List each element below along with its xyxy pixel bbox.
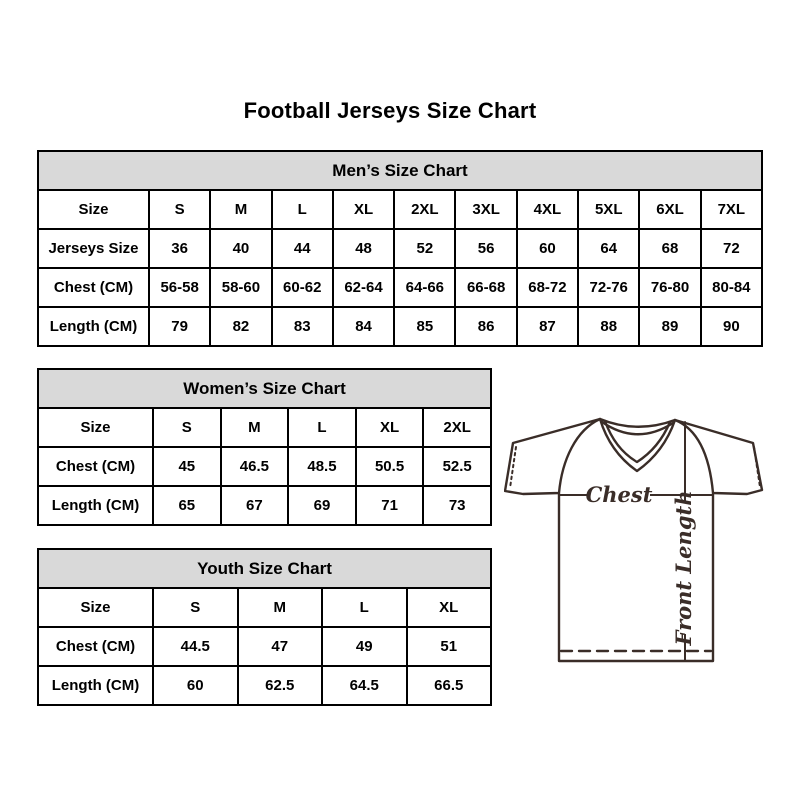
- table-cell: 64-66: [394, 268, 455, 307]
- table-cell: 3XL: [455, 190, 516, 229]
- table-row: [38, 486, 491, 525]
- front-length-label: Front Length: [671, 490, 696, 646]
- table-cell: 56-58: [149, 268, 210, 307]
- table-cell: 6XL: [639, 190, 700, 229]
- table-cell: S: [153, 408, 221, 447]
- table-cell: 36: [149, 229, 210, 268]
- table-cell: 85: [394, 307, 455, 346]
- table-cell: 48: [333, 229, 394, 268]
- table-cell: S: [153, 588, 238, 627]
- table-cell: L: [288, 408, 356, 447]
- row-label-cell: Jerseys Size: [38, 229, 149, 268]
- table-cell: 84: [333, 307, 394, 346]
- table-cell: 40: [210, 229, 271, 268]
- table-cell: 4XL: [517, 190, 578, 229]
- table-cell: 47: [238, 627, 323, 666]
- table-cell: 67: [221, 486, 289, 525]
- table-section-header-row: [38, 549, 491, 588]
- table-cell: 2XL: [394, 190, 455, 229]
- table-cell: 7XL: [701, 190, 762, 229]
- table-cell: 64.5: [322, 666, 407, 705]
- row-label-cell: Size: [38, 588, 153, 627]
- table-cell: 66-68: [455, 268, 516, 307]
- table-row: [38, 408, 491, 447]
- table-cell: 69: [288, 486, 356, 525]
- youth-table-title: Youth Size Chart: [38, 549, 491, 588]
- table-cell: L: [322, 588, 407, 627]
- table-cell: 60: [153, 666, 238, 705]
- table-cell: L: [272, 190, 333, 229]
- table-cell: 76-80: [639, 268, 700, 307]
- table-cell: 49: [322, 627, 407, 666]
- table-cell: 71: [356, 486, 424, 525]
- table-cell: 48.5: [288, 447, 356, 486]
- row-label-cell: Chest (CM): [38, 627, 153, 666]
- table-cell: 79: [149, 307, 210, 346]
- table-section-header-row: [38, 369, 491, 408]
- table-cell: 52: [394, 229, 455, 268]
- table-cell: 45: [153, 447, 221, 486]
- table-cell: S: [149, 190, 210, 229]
- table-cell: XL: [407, 588, 492, 627]
- table-cell: 83: [272, 307, 333, 346]
- table-cell: XL: [356, 408, 424, 447]
- row-label-cell: Size: [38, 408, 153, 447]
- mens-table-title: Men’s Size Chart: [38, 151, 762, 190]
- table-row: [38, 627, 491, 666]
- table-cell: 65: [153, 486, 221, 525]
- row-label-cell: Chest (CM): [38, 447, 153, 486]
- table-cell: 58-60: [210, 268, 271, 307]
- table-cell: 60-62: [272, 268, 333, 307]
- table-cell: 68: [639, 229, 700, 268]
- row-label-cell: Chest (CM): [38, 268, 149, 307]
- table-row: [38, 190, 762, 229]
- row-label-cell: Length (CM): [38, 486, 153, 525]
- table-cell: 88: [578, 307, 639, 346]
- table-cell: 60: [517, 229, 578, 268]
- table-row: [38, 666, 491, 705]
- table-cell: 90: [701, 307, 762, 346]
- womens-size-table: [37, 368, 492, 526]
- table-cell: 52.5: [423, 447, 491, 486]
- table-cell: 68-72: [517, 268, 578, 307]
- table-cell: 73: [423, 486, 491, 525]
- table-cell: 56: [455, 229, 516, 268]
- row-label-cell: Length (CM): [38, 307, 149, 346]
- table-cell: 62-64: [333, 268, 394, 307]
- table-cell: XL: [333, 190, 394, 229]
- table-cell: 80-84: [701, 268, 762, 307]
- table-row: [38, 588, 491, 627]
- chest-label: Chest: [585, 482, 653, 507]
- table-row: [38, 268, 762, 307]
- table-cell: 66.5: [407, 666, 492, 705]
- table-cell: 50.5: [356, 447, 424, 486]
- table-cell: 44: [272, 229, 333, 268]
- table-cell: M: [210, 190, 271, 229]
- table-cell: 5XL: [578, 190, 639, 229]
- row-label-cell: Length (CM): [38, 666, 153, 705]
- table-cell: 44.5: [153, 627, 238, 666]
- table-cell: 72-76: [578, 268, 639, 307]
- table-cell: 82: [210, 307, 271, 346]
- womens-table-title: Women’s Size Chart: [38, 369, 491, 408]
- table-cell: 72: [701, 229, 762, 268]
- table-row: [38, 229, 762, 268]
- row-label-cell: Size: [38, 190, 149, 229]
- table-cell: 89: [639, 307, 700, 346]
- table-cell: 87: [517, 307, 578, 346]
- table-cell: 51: [407, 627, 492, 666]
- table-cell: 46.5: [221, 447, 289, 486]
- table-cell: M: [238, 588, 323, 627]
- table-cell: 2XL: [423, 408, 491, 447]
- table-row: [38, 307, 762, 346]
- mens-size-table: [37, 150, 763, 347]
- table-row: [38, 447, 491, 486]
- table-cell: 64: [578, 229, 639, 268]
- jersey-diagram: [504, 410, 766, 668]
- page-title: Football Jerseys Size Chart: [243, 98, 537, 123]
- table-cell: 62.5: [238, 666, 323, 705]
- table-cell: M: [221, 408, 289, 447]
- table-cell: 86: [455, 307, 516, 346]
- table-section-header-row: [38, 151, 762, 190]
- youth-size-table: [37, 548, 492, 706]
